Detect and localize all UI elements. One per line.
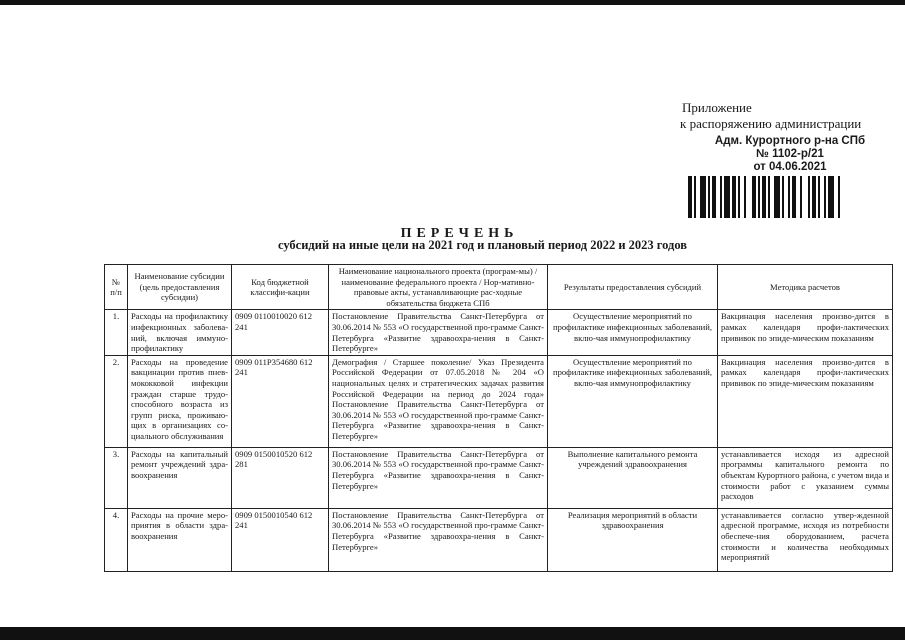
barcode-bar bbox=[758, 176, 760, 218]
approval-block bbox=[680, 100, 895, 132]
cell-num: 4. bbox=[105, 508, 128, 571]
barcode-bar bbox=[824, 176, 826, 218]
cell-num: 2. bbox=[105, 355, 128, 447]
subsidy-table bbox=[104, 264, 893, 572]
approval-line-1: Приложение bbox=[682, 100, 752, 115]
approval-line-2: к распоряжению администрации bbox=[680, 116, 862, 131]
barcode-bar bbox=[818, 176, 820, 218]
barcode-bar bbox=[720, 176, 722, 218]
cell-num: 1. bbox=[105, 310, 128, 355]
barcode-bar bbox=[762, 176, 766, 218]
barcode-bar bbox=[744, 176, 746, 218]
scan-edge-top bbox=[0, 0, 905, 5]
barcode-bar bbox=[752, 176, 756, 218]
barcode-bar bbox=[694, 176, 696, 218]
barcode bbox=[688, 176, 888, 218]
stamp-org: Адм. Курортного р-на СПб bbox=[714, 135, 866, 147]
cell-name: Расходы на капитальный ремонт учреждений здра-воохранения bbox=[128, 447, 232, 508]
cell-results: Реализация мероприятий в области здравоохранения bbox=[548, 508, 718, 571]
cell-basis: Постановление Правительства Санкт-Петербурга от 30.06.2014 № 553 «О государственной про-грамме Санкт-Петербурга «Развитие здравоохра-нения в Санкт-Петербурге» bbox=[329, 310, 548, 355]
table-row bbox=[105, 310, 893, 355]
registration-stamp bbox=[690, 135, 890, 174]
header-method: Методика расчетов bbox=[718, 265, 893, 310]
stamp-number: № 1102-р/21 bbox=[756, 148, 824, 160]
cell-code: 0909 011P354680 612 241 bbox=[232, 355, 329, 447]
document-subtitle: субсидий на иные цели на 2021 год и плановый период 2022 и 2023 годов bbox=[277, 238, 688, 252]
barcode-bar bbox=[732, 176, 736, 218]
cell-code: 0909 0110010020 612 241 bbox=[232, 310, 329, 355]
cell-num: 3. bbox=[105, 447, 128, 508]
cell-code: 0909 0150010520 612 281 bbox=[232, 447, 329, 508]
cell-basis: Постановление Правительства Санкт-Петербурга от 30.06.2014 № 553 «О государственной про-грамме Санкт-Петербурга «Развитие здравоохра-нения в Санкт-Петербурге» bbox=[329, 447, 548, 508]
stamp-date: от 04.06.2021 bbox=[753, 161, 827, 173]
cell-basis: Постановление Правительства Санкт-Петербурга от 30.06.2014 № 553 «О государственной про-грамме Санкт-Петербурга «Развитие здравоохра-нения в Санкт-Петербурге» bbox=[329, 508, 548, 571]
cell-method: Вакцинация населения произво-дится в рамках календаря профи-лактических прививок по эпиде-мическим показаниям bbox=[718, 310, 893, 355]
cell-code: 0909 0150010540 612 241 bbox=[232, 508, 329, 571]
header-results: Результаты предоставления субсидий bbox=[548, 265, 718, 310]
cell-name: Расходы на профилактику инфекционных заболева-ний, включая иммуно-профилактику bbox=[128, 310, 232, 355]
table-row bbox=[105, 355, 893, 447]
barcode-bar bbox=[812, 176, 816, 218]
cell-results: Осуществление мероприятий по профилактике инфекционных заболеваний, вклю-чая иммунопрофилактику bbox=[548, 310, 718, 355]
barcode-bar bbox=[738, 176, 740, 218]
barcode-bar bbox=[774, 176, 780, 218]
barcode-bar bbox=[700, 176, 706, 218]
header-basis: Наименование национального проекта (програм-мы) / наименование федерального проекта / Нор-мативно-правовые акты, устанавливающие рас-ходные обязательства бюджета СПб bbox=[329, 265, 548, 310]
cell-method: устанавливается согласно утвер-жденной адресной программе, исходя из потребности обеспече-ния оборудованием, расчета стоимости и количества необходимых мероприятий bbox=[718, 508, 893, 571]
barcode-bar bbox=[838, 176, 840, 218]
header-num: № п/п bbox=[105, 265, 128, 310]
cell-method: Вакцинация населения произво-дится в рамках календаря профи-лактических прививок по эпиде-мическим показаниям bbox=[718, 355, 893, 447]
barcode-bar bbox=[788, 176, 790, 218]
barcode-bar bbox=[712, 176, 716, 218]
cell-results: Выполнение капитального ремонта учреждений здравоохранения bbox=[548, 447, 718, 508]
table-row bbox=[105, 508, 893, 571]
table-header-row bbox=[105, 265, 893, 310]
header-name: Наименование субсидии (цель предоставления субсидии) bbox=[128, 265, 232, 310]
cell-results: Осуществление мероприятий по профилактике инфекционных заболеваний, вклю-чая иммунопрофилактику bbox=[548, 355, 718, 447]
barcode-bar bbox=[800, 176, 802, 218]
barcode-bar bbox=[724, 176, 730, 218]
cell-method: устанавливается исходя из адресной программы капитального ремонта по объектам Курортного района, с учетом вида и стоимости работ с указанием суммы расходов bbox=[718, 447, 893, 508]
scan-edge-bottom bbox=[0, 627, 905, 640]
cell-basis: Демография / Старшее поколение/ Указ Президента Российской Федерации от 07.05.2018 № 204 «О национальных целях и стратегических задачах развития Российской Федерации на период до 2024 года» Постановление Правительства Санкт-Петербурга от 30.06.2014 № 553 «О государственной про-грамме Санкт-Петербурга «Развитие здравоохра-нения в Санкт-Петербурге» bbox=[329, 355, 548, 447]
document-title: ПЕРЕЧЕНЬ bbox=[400, 226, 519, 241]
cell-name: Расходы на проведение вакцинации против пнев-мококковой инфекции граждан старше трудо-способного возраста из групп риска, проживаю-щих в организациях со-циального обслуживания bbox=[128, 355, 232, 447]
barcode-bar bbox=[808, 176, 810, 218]
table-row bbox=[105, 447, 893, 508]
barcode-bar bbox=[768, 176, 770, 218]
barcode-bar bbox=[782, 176, 784, 218]
header-code: Код бюджетной классифи-кации bbox=[232, 265, 329, 310]
barcode-bar bbox=[792, 176, 796, 218]
cell-name: Расходы на прочие меро-приятия в области здра-воохранения bbox=[128, 508, 232, 571]
barcode-bar bbox=[828, 176, 834, 218]
barcode-bar bbox=[688, 176, 692, 218]
barcode-bar bbox=[708, 176, 710, 218]
